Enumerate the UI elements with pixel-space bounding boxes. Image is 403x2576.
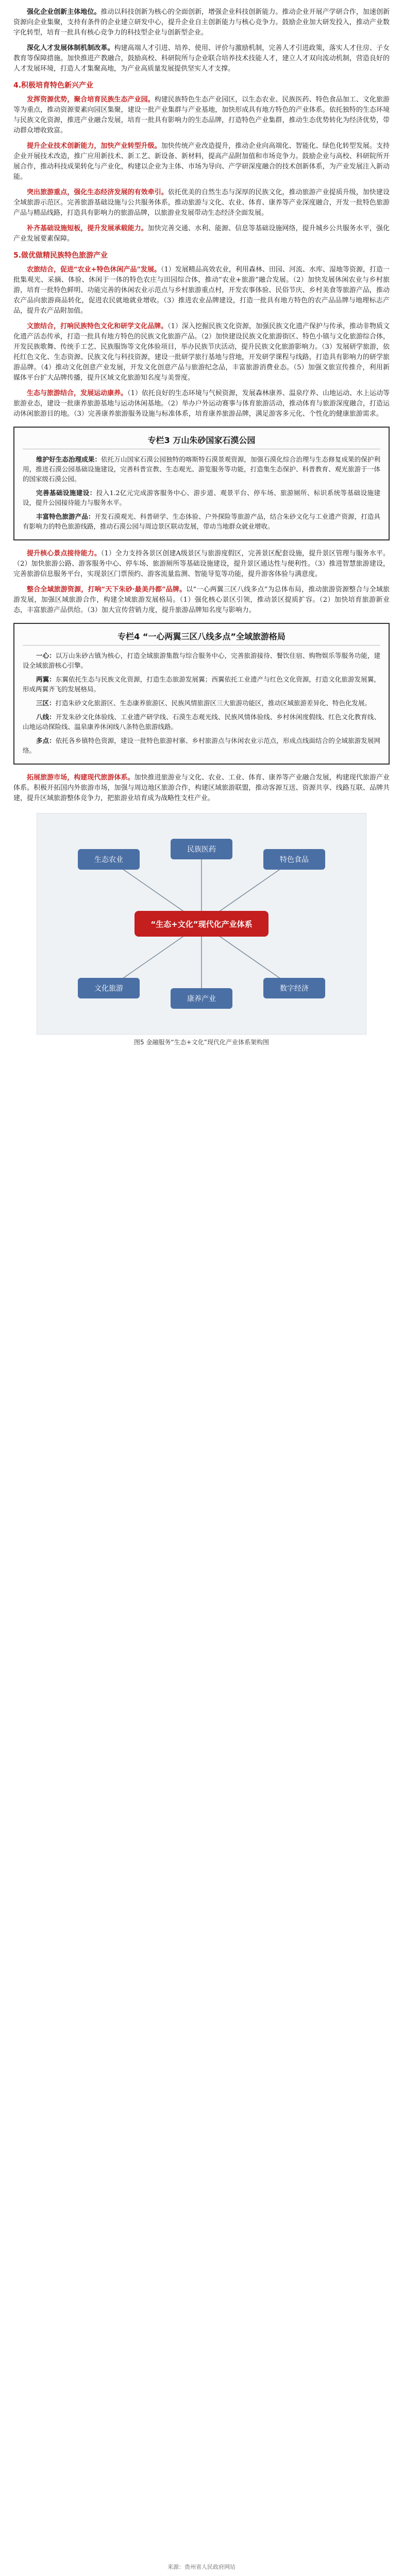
- sidebar-box-tourism-layout: [13, 623, 390, 765]
- diagram-node: [263, 978, 325, 998]
- paragraph-text: （1）深入挖掘民族文化资源，加强民族文化遗产保护与传承，推动非物质文化遗产活态传承，打造一批具有地方特色的民族文化旅游产品。（2）加快建设民族文化旅游街区、特色小镇与文化旅游综合体，开发民族歌舞、传统手工艺、民族服饰等文化体验项目，举办民族节庆活动，提升民族文化旅游影响力。（3）发展研学旅游，依托红色文化、生态资源、民族文化与科技资源，建设一批研学旅行基地与营地，开发研学课程与线路，打造具有影响力的研学旅游品牌。（4）推动文化创意产业发展，开发文化创意产品与旅游纪念品，丰富旅游消费业态。（5）加强文旅宣传推介，利用新媒体平台扩大品牌传播，提升区域文化旅游知名度与美誉度。: [13, 323, 390, 382]
- paragraph-lead: 提升企业技术创新能力，加快产业转型升级。: [27, 142, 161, 150]
- paragraph: [13, 549, 390, 580]
- node-label: 民族医药: [187, 845, 216, 854]
- box-paragraph-lead: 多点：: [36, 737, 56, 744]
- box-paragraph: [23, 454, 380, 484]
- paragraph: [13, 773, 390, 804]
- paragraph: [13, 265, 390, 316]
- sidebar-box-park: [13, 427, 390, 540]
- paragraph-text: 依托优美的自然生态与深厚的民族文化，推动旅游产业提质升级，加快建设全域旅游示范区。完善旅游基础设施与公共服务体系，推动旅游与文化、农业、体育、康养等产业深度融合，开发一批特色旅游产品与精品线路，打造具有影响力的旅游品牌，以旅游业发展带动生态经济全面发展。: [13, 189, 390, 217]
- paragraph-text: 以“一心两翼三区八线多点”为总体布局，推动旅游资源整合与全域旅游发展，加强区域旅游合作，构建全域旅游发展格局。（1）强化核心景区引领，推动景区提质扩容。（2）加快培育旅游新业态，丰富旅游产品供给。（3）加大宣传营销力度，提升旅游品牌知名度与影响力。: [13, 586, 390, 614]
- paragraph: [13, 388, 390, 419]
- box-paragraph-text: 开发朱砂文化体验线、工业遗产研学线、石漠生态观光线、民族风情体验线、乡村休闲度假线、红色文化教育线、山地运动探险线、温泉康养休闲线八条特色旅游线路。: [23, 713, 380, 731]
- box-paragraph-text: 依托万山国家石漠公园独特的喀斯特石漠景观资源，加强石漠化综合治理与生态修复成果的保护利用，推进石漠公园基础设施建设，完善科普宣教、生态观光、游览服务等功能，打造集生态保护、科普教育、观光旅游于一体的国家级石漠公园。: [23, 455, 380, 483]
- figure-caption: 图5 金融服务“生态+文化”现代化产业体系架构图: [134, 1039, 269, 1046]
- paragraph-lead: 农旅结合，促进“农业+特色休闲产品”发展。: [27, 266, 161, 274]
- box-paragraph-lead: 一心：: [36, 652, 56, 659]
- box-paragraph: [23, 736, 380, 755]
- paragraph-text: 构建民族特色生态产业园区，以生态农业、民族医药、特色食品加工、文化旅游等为重点，推动资源要素向园区集聚，建设一批产业集群与产业基地，加快形成具有地方特色的产业体系。依托独特的生态环境与民族文化资源，推进产业融合发展，培育一批具有影响力的生态品牌，打造特色产业集群，推动生态优势转化为经济优势，带动群众增收致富。: [13, 96, 390, 134]
- paragraph-lead: 深化人才发展体制机制改革。: [27, 44, 114, 52]
- box-paragraph-lead: 两翼：: [36, 675, 56, 683]
- paragraph-lead: 文旅结合，打响民族特色文化和研学文化品牌。: [27, 323, 168, 330]
- paragraph: [13, 585, 390, 616]
- box-paragraph: [23, 488, 380, 507]
- diagram-node: [78, 978, 140, 998]
- industry-system-diagram: [13, 813, 390, 1046]
- node-label: 特色食品: [280, 856, 309, 864]
- diagram-node: [78, 849, 140, 870]
- box-paragraph-text: 打造朱砂文化旅游区、生态康养旅游区、民族风情旅游区三大旅游功能区，推动区域旅游差异化、特色化发展。: [55, 699, 372, 707]
- diagram-node: [263, 849, 325, 870]
- node-label: 数字经济: [280, 985, 309, 993]
- box-paragraph-text: 开发石漠观光、科普研学、生态体验、户外探险等旅游产品，结合朱砂文化与工业遗产资源，打造具有影响力的特色旅游线路，推动石漠公园与周边景区联动发展，带动当地群众就业增收。: [23, 513, 380, 530]
- paragraph-lead: 突出旅游重点，强化生态经济发展的有效牵引。: [27, 189, 168, 196]
- paragraph: [13, 141, 390, 182]
- paragraph-text: （1）发展精品高效农业，利用森林、田园、河流、水库、湿地等资源，打造一批集观光、采摘、体验、休闲于一体的特色农庄与田园综合体，推动“农业+旅游”融合发展。（2）加快发展休闲农业与乡村旅游，培育一批特色鲜明、功能完善的休闲农业示范点与乡村旅游重点村，开发农事体验、民俗节庆、乡村美食等旅游产品，推动农产品向旅游商品转化，促进农民就地就业增收。（3）推进农业品牌建设，打造一批具有地方特色的农产品品牌与地理标志产品，提升农产品附加值。: [13, 266, 390, 315]
- node-label: 康养产业: [187, 995, 216, 1003]
- section-heading: 5.做优做精民族特色旅游产业: [13, 251, 108, 260]
- box-paragraph: [23, 651, 380, 670]
- node-label: 文化旅游: [94, 985, 123, 993]
- diagram-node: [171, 839, 232, 859]
- page-footer: 来源：贵州省人民政府网站: [167, 2564, 236, 2570]
- paragraph-text: （1）全力支持各景区创建A级景区与旅游度假区，完善景区配套设施，提升景区管理与服务水平。（2）加快旅游公路、游客服务中心、停车场、旅游厕所等基础设施建设，提升景区通达性与便利性。（3）推进智慧旅游建设，完善旅游信息服务平台，实现景区门票预约、游客流量监测、智能导览等功能，提升游客体验与满意度。: [13, 550, 390, 578]
- paragraph-lead: 强化企业创新主体地位。: [27, 8, 101, 16]
- paragraph-lead: 拓展旅游市场，构建现代旅游体系。: [27, 774, 135, 782]
- paragraph-text: 推动以科技创新为核心的全面创新，增强企业科技创新能力。推动企业开展产学研合作，加速创新资源向企业集聚，支持有条件的企业建立研发中心，提升企业自主创新能力与核心竞争力。鼓励企业加大研发投入，推动产业数字化转型，培育一批具有核心竞争力的科技型企业与创新型企业。: [13, 8, 390, 37]
- box-paragraph-lead: 丰富特色旅游产品：: [36, 513, 95, 520]
- paragraph-text: （1）依托良好的生态环境与气候资源，发展森林康养、温泉疗养、山地运动、水上运动等旅游业态，建设一批康养旅游基地与运动休闲基地。（2）举办户外运动赛事与体育旅游活动，推动体育与旅游深度融合，打造运动休闲旅游目的地。（3）完善康养旅游服务设施与标准体系，培育康养旅游品牌，满足游客多元化、个性化的健康旅游需求。: [13, 389, 390, 418]
- paragraph: [13, 7, 390, 38]
- center-node-label: “生态+文化”现代化产业体系: [150, 920, 253, 929]
- box-paragraph: [23, 712, 380, 732]
- box-paragraph-text: 投入1.2亿元完成游客服务中心、游步道、观景平台、停车场、旅游厕所、标识系统等基础设施建设，提升公园接待能力与服务水平。: [23, 489, 380, 506]
- paragraph-lead: 提升核心景点接待能力。: [27, 550, 101, 557]
- node-label: 生态农业: [94, 856, 123, 864]
- section-heading: 4.积极培育特色新兴产业: [13, 81, 94, 90]
- paragraph-text: 加快传统产业改造提升，推动企业向高端化、智能化、绿色化转型发展。支持企业开展技术改造，推广应用新技术、新工艺、新设备、新材料，提高产品附加值和市场竞争力。鼓励企业与高校、科研院所开展合作，推动科技成果转化与产业化，构建以企业为主体、市场为导向、产学研深度融合的技术创新体系，为产业发展注入新动能。: [13, 142, 390, 181]
- paragraph-lead: 发挥资源优势，聚合培育民族生态产业园。: [27, 96, 155, 104]
- paragraph: [13, 224, 390, 244]
- box-paragraph-lead: 完善基础设施建设：: [36, 489, 96, 497]
- diagram-graphic: [37, 813, 366, 1035]
- box-paragraph-lead: 八线：: [36, 713, 56, 721]
- paragraph: [13, 43, 390, 74]
- box-title: 专栏4 “一心两翼三区八线多点”全域旅游格局: [23, 630, 380, 646]
- box-paragraph-text: 东翼依托生态与民族文化资源，打造生态旅游发展翼；西翼依托工业遗产与红色文化资源，打造文化旅游发展翼，形成两翼齐飞的发展格局。: [23, 675, 380, 693]
- box-paragraph-lead: 维护好生态治理成果：: [36, 455, 102, 463]
- box-paragraph-lead: 三区：: [36, 699, 56, 707]
- box-paragraph-text: 依托各乡镇特色资源，建设一批特色旅游村寨、乡村旅游点与休闲农业示范点，形成点线面结合的全域旅游发展网络。: [23, 737, 380, 754]
- box-paragraph: [23, 698, 380, 708]
- paragraph-text: 加快完善交通、水利、能源、信息等基础设施网络，提升城乡公共服务水平，强化产业发展要素保障。: [13, 225, 390, 243]
- diagram-node: [171, 988, 232, 1009]
- box-paragraph: [23, 674, 380, 694]
- paragraph: [13, 95, 390, 136]
- box-title: 专栏3 万山朱砂国家石漠公园: [23, 434, 380, 449]
- paragraph: [13, 188, 390, 218]
- box-paragraph-text: 以万山朱砂古镇为核心，打造全域旅游集散与综合服务中心，完善旅游接待、餐饮住宿、购物娱乐等服务功能，建设全域旅游核心引擎。: [23, 652, 380, 669]
- diagram-center-node: [135, 911, 268, 937]
- paragraph: [13, 321, 390, 383]
- paragraph-lead: 整合全域旅游资源，打响“天下朱砂·最美丹都”品牌。: [27, 586, 187, 594]
- paragraph-text: 构建高端人才引进、培养、使用、评价与激励机制，完善人才引进政策，落实人才住房、子女教育等保障措施。加快推进产教融合，鼓励高校、科研院所与企业联合培养技术技能人才，建立人才双向流动机制，营造良好的人才发展环境，打造人才集聚高地，为产业高质量发展提供坚实人才支撑。: [13, 44, 390, 73]
- paragraph-lead: 补齐基础设施短板，提升发展承载能力。: [27, 225, 148, 232]
- paragraph-text: 加快推进旅游业与文化、农业、工业、体育、康养等产业融合发展，构建现代旅游产业体系。积极开拓国内外旅游市场，加强与周边地区旅游合作，构建区域旅游联盟，推动客源互送、资源共享、线路互联、品牌共建，提升区域旅游整体竞争力，把旅游业培育成为战略性支柱产业。: [13, 774, 390, 802]
- box-paragraph: [23, 512, 380, 531]
- paragraph-lead: 生态与旅游结合，发展运动康养。: [27, 389, 128, 397]
